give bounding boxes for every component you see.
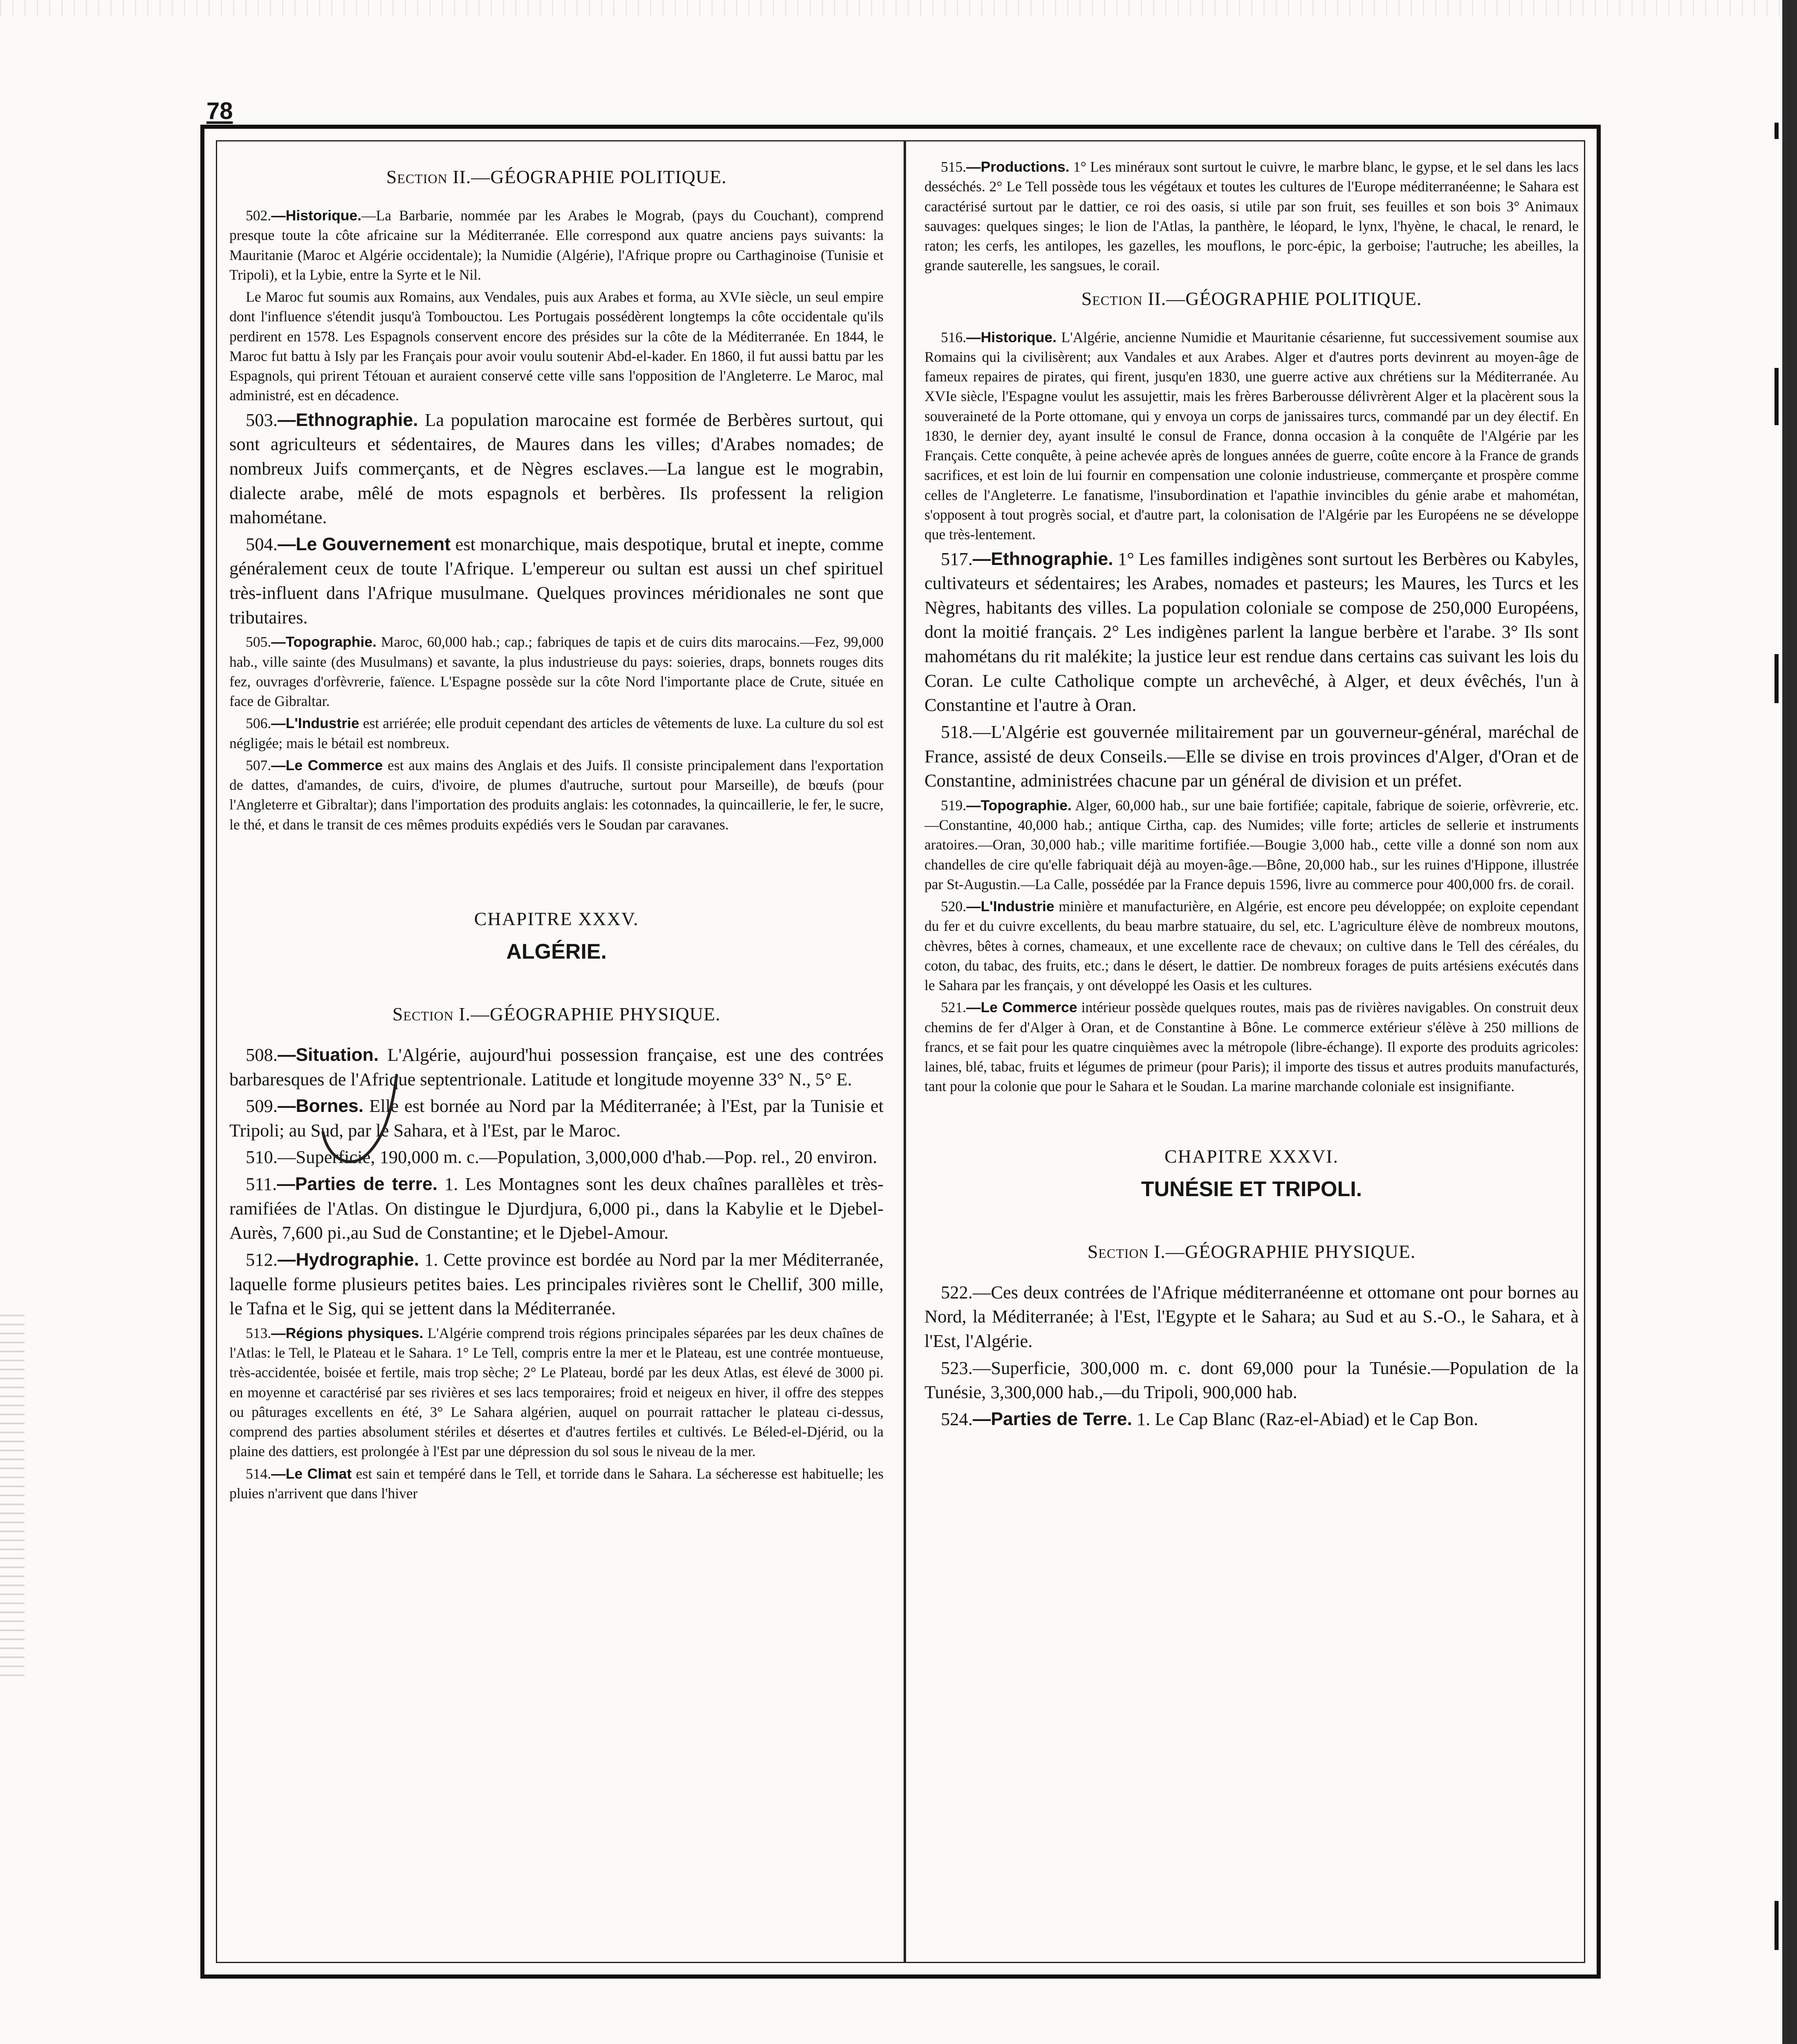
paragraph-522: 522.—Ces deux contrées de l'Afrique méditerranéenne et ottomane ont pour bornes au Nord, la Méditerranée; à l'Est, l'Egypte et le Sahara; au Sud et au S.-O., le Sahara, et à l'Est, l'Algérie. [924, 1282, 1579, 1351]
scan-edge-right [1782, 0, 1797, 2044]
paragraph-506: 506.—L'Industrie est arriérée; elle produit cependant des articles de vêtements de luxe. La culture du sol est négligée; mais le bétail est nombreux. [229, 715, 884, 751]
paragraph-517: 517.—Ethnographie. 1° Les familles indigènes sont surtout les Berbères ou Kabyles, cultivateurs et sédentaires; les Arabes, nomades et pasteurs; les Maures, les Turcs et les Nègres, habitants des villes. La population coloniale se compose de 250,000 Européens, dont la moitié français. 2° Les indigènes parlent la langue berbère et l'arabe. 3° Ils sont mahométans du rit malékite; la justice leur est rendue dans certains cas suivant les lois du Coran. Le culte Catholique compte un archevêché, à Alger, et deux évêchés, l'un à Constantine et l'autre à Oran. [924, 548, 1579, 715]
chapter-title: CHAPITRE XXXV. [474, 908, 639, 929]
paragraph-508: 508.—Situation. L'Algérie, aujourd'hui possession française, est une des contrées barbaresques de l'Afrique septentrionale. Latitude et longitude moyenne 33° N., 5° E. [229, 1044, 884, 1089]
paragraph-502: 502.—Historique.—La Barbarie, nommée par les Arabes le Mograb, (pays du Couchant), comprend presque toute la côte africaine sur la Méditerranée. Elle correspond aux quatre anciens pays suivants: la Mauritanie (Maroc et Algérie occidentale); la Numidie (Algérie), l'Afrique propre ou Carthaginoise (Tunisie et Tripoli), et la Lybie, entre la Syrte et le Nil. [229, 207, 884, 283]
section-title: Section I.—GÉOGRAPHIE PHYSIQUE. [392, 1003, 721, 1024]
paragraph-507: 507.—Le Commerce est aux mains des Anglais et des Juifs. Il consiste principalement dans l'exportation de dattes, d'amandes, de cuirs, d'ivoire, de plumes d'autruche, surtout pour Marseille), de bœufs (pour l'Angleterre et Gibraltar); dans l'importation des produits anglais: les cotonnades, la quincaillerie, le fer, le sucre, le thé, et dans le transit de ces mêmes produits expédiés vers le Soudan par caravanes. [229, 757, 884, 833]
margin-mark [1775, 368, 1779, 425]
column-divider [904, 141, 906, 1962]
margin-mark [1775, 654, 1779, 703]
scan-noise-top [0, 0, 1797, 16]
paragraph-503: 503.—Ethnographie. La population marocaine est formée de Berbères surtout, qui sont agriculteurs et sédentaires, de Maures dans les villes; d'Arabes nomades; de nombreux Juifs commerçants, et de Nègres esclaves.—La langue est le mograbin, dialecte arabe, mêlé de mots espagnols et berbères. Ils professent la religion mahométane. [229, 409, 884, 528]
page-number: 78 [206, 98, 233, 124]
country-title: ALGÉRIE. [506, 939, 607, 964]
paragraph-520: 520.—L'Industrie minière et manufacturière, en Algérie, est encore peu développée; on exploite cependant du fer et du cuivre excellents, du beau marbre statuaire, du sel, etc. L'agriculture élève de nombreux moutons, chèvres, bêtes à cornes, chameaux, et une excellente race de chevaux; on cultive dans le Tell des céréales, du coton, du tabac, des fruits, etc.; dans le désert, le dattier. De nombreux forages de puits artésiens exécutés dans le Sahara par les français, y ont développé les Oasis et les cultures. [924, 898, 1579, 994]
paragraph-505: 505.—Topographie. Maroc, 60,000 hab.; cap.; fabriques de tapis et de cuirs dits marocains.—Fez, 99,000 hab., ville sainte (des Musulmans) et savante, la plus industrieuse du pays: soieries, draps, bonnets rouges dits fez, ouvrages d'orfèvrerie, faïence. L'Espagne possède sur la côte Nord l'importante place de Crute, située en face de Gibraltar. [229, 634, 884, 710]
paragraph-516: 516.—Historique. L'Algérie, ancienne Numidie et Mauritanie césarienne, fut successivement soumise aux Romains qui la civilisèrent; aux Vandales et aux Arabes. Alger et d'autres ports devinrent au moyen-âge de fameux repaires de pirates, qui firent, jusqu'en 1830, une guerre active aux chrétiens sur la Méditerranée. Au XVIe siècle, l'Espagne voulut les assujettir, mais les frères Barberousse délivrèrent Alger et la placèrent sous la souveraineté de la Porte ottomane, qui y envoya un corps de janissaires turcs, commandé par un dey électif. En 1830, le dernier dey, ayant insulté le consul de France, donna occasion à la conquête de l'Algérie par les Français. Cette conquête, à peine achevée après de longues années de guerre, coûte encore à la France de grands sacrifices, et est loin de lui fournir en compensation une colonie industrieuse, commerçante et prospère comme celles de l'Angleterre. Le fanatisme, l'insubordination et l'apathie invincibles du génie arabe et mahométan, s'opposent à tout progrès social, et d'autre part, la colonisation de l'Algérie par les Européens ne se développe que très-lentement. [924, 329, 1579, 543]
margin-mark [1775, 1901, 1779, 1950]
paragraph-502-cont: Le Maroc fut soumis aux Romains, aux Vendales, puis aux Arabes et forma, au XVIe siècle, un seul empire dont l'influence s'étendit jusqu'à Tombouctou. Les Portugais possédèrent longtemps la côte occidentale qu'ils perdirent en 1578. Les Espagnols conservent encore des présides sur la côte de la Méditerranée. En 1844, le Maroc fut battu à Isly par les Français pour avoir voulu soutenir Abd-el-kader. En 1860, il fut aussi battu par les Espagnols, qui prirent Tétouan et auraient conservé cette ville sans l'opposition de l'Angleterre. Le Maroc, mal administré, est en décadence. [229, 289, 884, 404]
paragraph-509: 509.—Bornes. Elle est bornée au Nord par la Méditerranée; à l'Est, par la Tunisie et Tripoli; au Sud, par le Sahara, et à l'Est, par le Maroc. [229, 1096, 884, 1141]
paragraph-524: 524.—Parties de Terre. 1. Le Cap Blanc (Raz-el-Abiad) et le Cap Bon. [941, 1408, 1478, 1429]
paragraph-512: 512.—Hydrographie. 1. Cette province est bordée au Nord par la mer Méditerranée, laquelle forme plusieurs petites baies. Les principales rivières sont le Chellif, 300 mille, le Tafna et le Sig, qui se jettent dans la Méditerranée. [229, 1249, 884, 1319]
margin-mark [1775, 123, 1779, 139]
section-title: Section II.—GÉOGRAPHIE POLITIQUE. [386, 166, 727, 187]
left-column [229, 154, 884, 1954]
scan-noise-left [0, 1308, 25, 1676]
paragraph-521: 521.—Le Commerce intérieur possède quelques routes, mais pas de rivières navigables. On construit deux chemins de fer d'Alger à Oran, et de Constantine à Bône. Le commerce extérieur s'élève à 250 millions de francs, et se fait pour les quatre cinquièmes avec la métropole (libre-échange). Il exporte des produits agricoles: laines, blé, tabac, fruits et légumes de primeur (pour Paris); il importe des tissus et autres produits manufacturés, tant pour la colonie que pour le Sahara et le Soudan. La marine marchande coloniale est insignifiante. [924, 999, 1579, 1095]
paragraph-504: 504.—Le Gouvernement est monarchique, mais despotique, brutal et inepte, comme généralement ceux de toute l'Afrique. L'empereur ou sultan est aussi un chef spirituel très-influent dans l'Afrique musulmane. Quelques provinces méridionales ne sont que tributaires. [229, 533, 884, 628]
country-title: TUNÉSIE ET TRIPOLI. [1141, 1177, 1362, 1201]
page-inner-frame [216, 140, 1585, 1963]
right-column [924, 154, 1579, 1954]
paragraph-510: 510.—Superficie, 190,000 m. c.—Population, 3,000,000 d'hab.—Pop. rel., 20 environ. [246, 1147, 877, 1168]
paragraph-523: 523.—Superficie, 300,000 m. c. dont 69,000 pour la Tunésie.—Population de la Tunésie, 3,300,000 hab.,—du Tripoli, 900,000 hab. [924, 1357, 1579, 1403]
paragraph-515: 515.—Productions. 1° Les minéraux sont surtout le cuivre, le marbre blanc, le gypse, et le sel dans les lacs desséchés. 2° Le Tell possède tous les végétaux et toutes les cultures de l'Europe méditerranéenne; le Sahara est caractérisé surtout par le dattier, ce roi des oasis, si utile par son fruit, ses feuilles et son bois 3° Animaux sauvages: quelques singes; le lion de l'Atlas, la panthère, le léopard, le lynx, l'hyène, le chacal, le renard, le raton; les cerfs, les antilopes, les gazelles, les mouflons, le porc-épic, la gerboise; l'autruche; les abeilles, la grande sauterelle, les sangsues, le corail. [924, 159, 1579, 274]
page-frame [200, 125, 1601, 1979]
paragraph-518: 518.—L'Algérie est gouvernée militairement par un gouverneur-général, maréchal de France, assisté de deux Conseils.—Elle se divise en trois provinces d'Alger, d'Oran et de Constantine, administrées chacune par un général de division et un préfet. [924, 721, 1579, 791]
paragraph-511: 511.—Parties de terre. 1. Les Montagnes sont les deux chaînes parallèles et très-ramifiées de l'Atlas. On distingue le Djurdjura, 6,000 pi., dans la Kabylie et le Djebel-Aurès, 7,600 pi.,au Sud de Constantine; et le Djebel-Amour. [229, 1174, 884, 1243]
section-title: Section II.—GÉOGRAPHIE POLITIQUE. [1081, 288, 1422, 309]
paragraph-519: 519.—Topographie. Alger, 60,000 hab., sur une baie fortifiée; capitale, fabrique de soierie, orfèvrerie, etc.—Constantine, 40,000 hab.; antique Cirtha, cap. des Numides; ville forte; articles de sellerie et instruments aratoires.—Oran, 30,000 hab.; ville maritime fortifiée.—Bougie 3,000 hab., cette ville a donné son nom aux chandelles de cire qu'elle fabriquait déjà au moyen-âge.—Bône, 20,000 hab., sur les ruines d'Hippone, illustrée par St-Augustin.—La Calle, possédée par la France depuis 1596, livre au commerce pour 400,000 frs. de corail. [924, 797, 1579, 892]
section-title: Section I.—GÉOGRAPHIE PHYSIQUE. [1087, 1241, 1416, 1262]
pen-stroke-mark [315, 1071, 421, 1169]
paragraph-514: 514.—Le Climat est sain et tempéré dans le Tell, et torride dans le Sahara. La sécheresse est habituelle; les pluies n'arrivent que dans l'hiver [229, 1465, 884, 1502]
paragraph-513: 513.—Régions physiques. L'Algérie comprend trois régions principales séparées par les deux chaînes de l'Atlas: le Tell, le Plateau et le Sahara. 1° Le Tell, compris entre la mer et le Plateau, est une contrée montueuse, très-accidentée, boisée et fertile, mais trop sèche; 2° Le Plateau, bordé par les deux Atlas, est élevé de 3000 pi. en moyenne et caractérisé par ses rivières et ses lacs temporaires; froid et neigeux en hiver, il offre des steppes ou pâturages excellents en été, 3° Le Sahara algérien, auquel on pourrait rattacher le plateau ci-dessus, comprend des parties absolument stériles et désertes et d'autres fertiles et cultivés. Le Béled-el-Djérid, ou la plaine des dattiers, est prolongée à l'Est par une dépression du sol sous le niveau de la mer. [229, 1325, 884, 1460]
chapter-title: CHAPITRE XXXVI. [1164, 1145, 1339, 1167]
